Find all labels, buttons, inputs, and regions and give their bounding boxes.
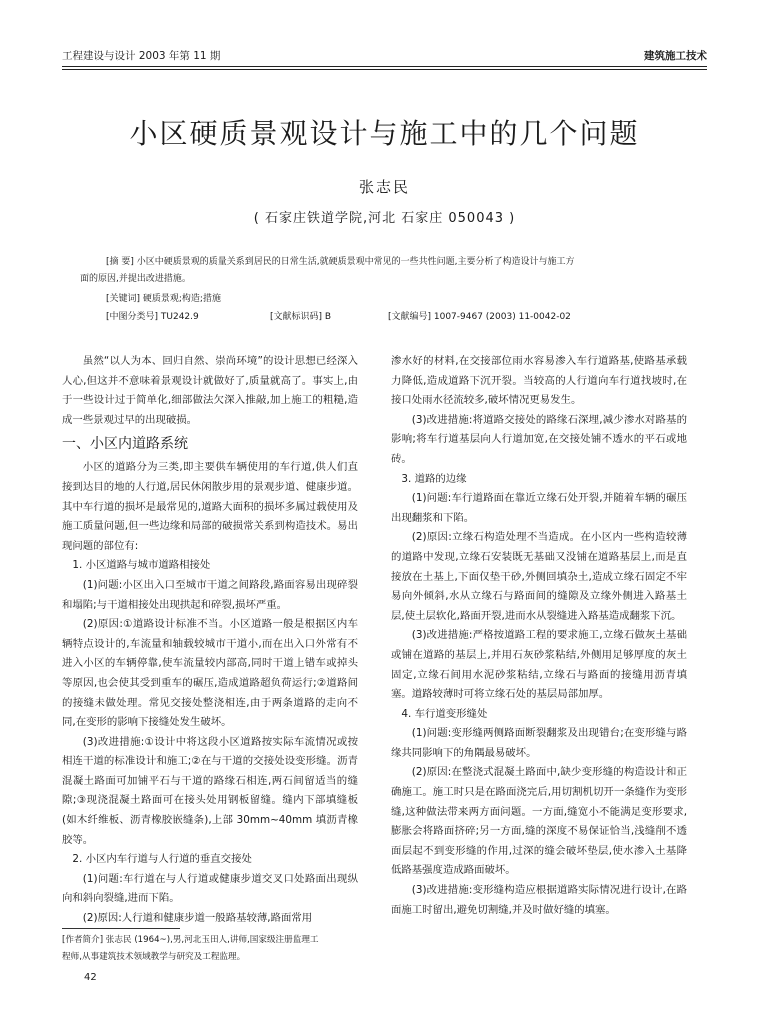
paragraph: (3)改进措施:将道路交接处的路缘石深埋,减少渗水对路基的影响;将车行道基层向人行道加宽,在交接处铺不透水的平石或地砖。 bbox=[391, 413, 687, 465]
subsection-heading: 3. 道路的边缘 bbox=[401, 472, 467, 485]
paragraph: (1)问题:车行道路面在靠近立缘石处开裂,并随着车辆的碾压出现翻浆和下陷。 bbox=[391, 492, 687, 524]
author-footnote bbox=[62, 932, 362, 966]
affiliation: ( 石家庄铁道学院,河北 石家庄 050043 ) bbox=[253, 211, 516, 226]
header-rule-thin bbox=[62, 69, 707, 70]
abstract-line-2: 面的原因,并提出改进措施。 bbox=[80, 273, 191, 284]
header-rule bbox=[62, 66, 707, 67]
paragraph: (3)改进措施:变形缝构造应根据道路实际情况进行设计,在路面施工时留出,避免切割缝,并及时做好缝的填塞。 bbox=[391, 884, 687, 916]
author-name: 张志民 bbox=[358, 178, 410, 196]
journal-info: 工程建设与设计 2003 年第 11 期 bbox=[62, 50, 221, 62]
article-title: 小区硬质景观设计与施工中的几个问题 bbox=[129, 117, 640, 150]
paragraph: (3)改进措施:严格按道路工程的要求施工,立缘石做灰土基础或铺在道路的基层上,并用石灰砂浆粘结,外侧用足够厚度的灰土固定,立缘石间用水泥砂浆粘结,立缘石与路面的接缝用沥青填塞。道路较薄时可将立缘石处的基层局部加厚。 bbox=[391, 629, 687, 701]
left-column bbox=[62, 352, 358, 929]
paragraph: 渗水好的材料,在交接部位雨水容易渗入车行道路基,使路基承载力降低,造成道路下沉开裂。当较高的人行道向车行道找坡时,在接口处雨水径流较多,破坏情况更易发生。 bbox=[391, 355, 687, 407]
paragraph: (1)问题:小区出入口至城市干道之间路段,路面容易出现碎裂和塌陷;与干道相接处出现拱起和碎裂,损坏严重。 bbox=[62, 578, 358, 611]
subsection-heading: 2. 小区内车行道与人行道的垂直交接处 bbox=[72, 853, 252, 866]
paragraph: (2)原因:立缘石构造处理不当造成。在小区内一些构造较薄的道路中发现,立缘石安装既无基础又没铺在道路基层上,而是直接放在土基上,下面仅垫干砂,外侧回填杂土,造成立缘石固定不牢易向外倾斜,水从立缘石与路面间的缝隙及立缘外侧进入路基土层,使土层软化,路面开裂,进而水从裂缝进入路基造成翻浆下沉。 bbox=[391, 531, 687, 622]
clc-number: [中图分类号] TU242.9 bbox=[106, 312, 199, 322]
paragraph: 小区的道路分为三类,即主要供车辆使用的车行道,供人们直接到达目的地的人行道,居民休闲散步用的景观步道、健康步道。其中车行道的损坏是最常见的,道路大面积的损坏多属过载使用及施工质量问题,但一些边缘和局部的破损常关系到构造技术。易出现问题的部位有: bbox=[62, 461, 358, 552]
paragraph: (2)原因:①道路设计标准不当。小区道路一般是根据区内车辆特点设计的,车流量和轴载较城市干道小,而在出入口外常有不进入小区的车辆停靠,使车流量较内部高,同时干道上错车或掉头等原因,也会使其受到重车的碾压,造成道路超负荷运行;②道路间的接缝未做处理。常见交接处整浇相连,由于两条道路的走向不同,在变形的影响下接缝处发生破坏。 bbox=[62, 618, 358, 729]
subsection-heading: 1. 小区道路与城市道路相接处 bbox=[72, 559, 211, 572]
paragraph: (2)原因:人行道和健康步道一般路基较薄,路面常用 bbox=[82, 912, 313, 925]
right-column bbox=[391, 352, 687, 920]
abstract-line-1: [摘 要] 小区中硬质景观的质量关系到居民的日常生活,就硬质景观中常见的一些共性问题,主要分析了构造设计与施工方 bbox=[106, 257, 575, 267]
article-number: [文献编号] 1007-9467 (2003) 11-0042-02 bbox=[388, 312, 571, 322]
page-number: 42 bbox=[84, 972, 97, 983]
footnote-line-1: [作者简介] 张志民 (1964~),男,河北玉田人,讲师,国家级注册监理工 bbox=[62, 935, 319, 945]
intro-paragraph: 虽然“以人为本、回归自然、崇尚环境”的设计思想已经深入人心,但这并不意味着景观设计就做好了,质量就高了。事实上,由于一些设计过于简单化,细部做法欠深入推敲,加上施工的粗糙,造成一些景观过早的出现破损。 bbox=[62, 355, 358, 426]
keywords: [关键词] 硬质景观;构造;措施 bbox=[106, 294, 221, 304]
footnote-rule bbox=[62, 928, 180, 929]
paragraph: (1)问题:变形缝两侧路面断裂翻浆及出现错台;在变形缝与路缘共同影响下的角隅最易破坏。 bbox=[391, 727, 687, 759]
footnote-line-2: 程师,从事建筑技术领域教学与研究及工程监理。 bbox=[62, 952, 246, 962]
abstract bbox=[80, 254, 692, 287]
paragraph: (3)改进措施:①设计中将这段小区道路按实际车流情况或按相连干道的标准设计和施工;②在与干道的交接处设变形缝。沥青混凝土路面可加铺平石与干道的路缘石相连,两石间留适当的缝隙;③现浇混凝土路面可在接头处用钢板留缝。缝内下部填缝板(如木纤维板、沥青橡胶嵌缝条),上部 30mm~40mm 填沥青橡胶等。 bbox=[62, 735, 358, 846]
document-code: [文献标识码] B bbox=[270, 312, 332, 322]
paragraph: (1)问题:车行道在与人行道或健康步道交叉口处路面出现纵向和斜向裂缝,进而下陷。 bbox=[62, 872, 358, 905]
paragraph: (2)原因:在整浇式混凝土路面中,缺少变形缝的构造设计和正确施工。施工时只是在路面浇完后,用切割机切开一条缝作为变形缝,这种做法带来两方面问题。一方面,缝宽小不能满足变形要求,膨胀会将路面挤碎;另一方面,缝的深度不易保证恰当,浅缝削不透面层起不到变形缝的作用,过深的缝会破坏垫层,使水渗入土基降低路基强度造成路面破坏。 bbox=[391, 766, 687, 877]
section-name: 建筑施工技术 bbox=[644, 50, 707, 62]
section-heading: 一、小区内道路系统 bbox=[62, 436, 188, 453]
running-header bbox=[62, 48, 707, 64]
subsection-heading: 4. 车行道变形缝处 bbox=[401, 707, 488, 720]
